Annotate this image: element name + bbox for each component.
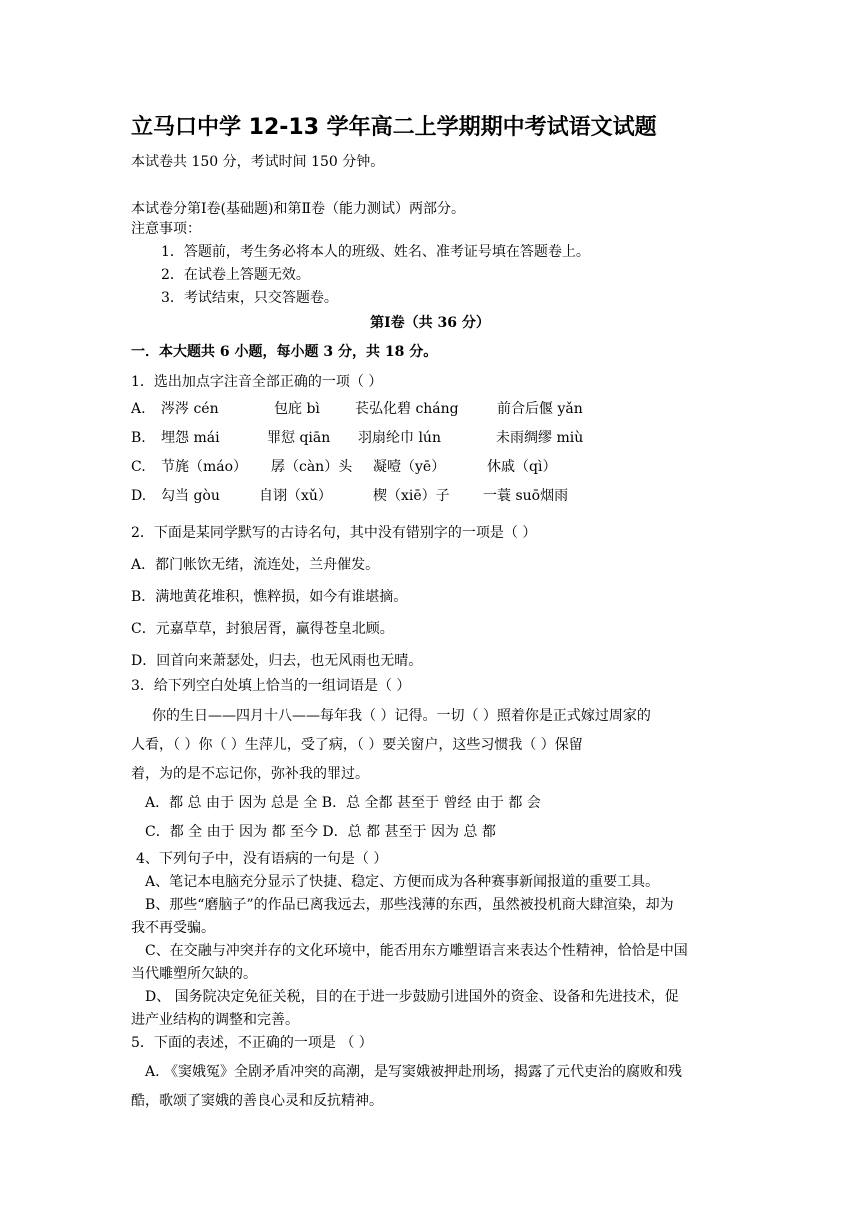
question-4-option-c: C、在交融与冲突并存的文化环境中，能否用东方雕塑语言来表达个性精神，恰恰是中国 bbox=[145, 943, 688, 959]
question-5-option-a: A. 《窦娥冤》全剧矛盾冲突的高潮，是写窦娥被押赴刑场，揭露了元代吏治的腐败和残 bbox=[145, 1064, 683, 1080]
section-heading: 一．本大题共 6 小题，每小题 3 分，共 18 分。 bbox=[131, 344, 438, 360]
option-item: 自诩（xǔ） bbox=[259, 488, 332, 504]
option-item: 埋怨 mái bbox=[161, 430, 220, 446]
question-5-stem: 5．下面的表述，不正确的一项是 （ ） bbox=[131, 1035, 373, 1051]
question-2-option: D．回首向来萧瑟处，归去，也无风雨也无晴。 bbox=[131, 653, 423, 669]
question-4-option-b: B、那些“磨脑子”的作品已离我远去，那些浅薄的东西，虽然被投机商大肆渲染，却为 bbox=[145, 897, 674, 913]
question-4-option-c-cont: 当代雕塑所欠缺的。 bbox=[131, 966, 257, 982]
option-item: 休戚（qì） bbox=[487, 459, 557, 475]
option-item: 孱（càn）头 bbox=[271, 459, 353, 475]
option-item: 楔（xiē）子 bbox=[373, 488, 450, 504]
question-1-stem: 1．选出加点字注音全部正确的一项（ ） bbox=[131, 374, 383, 390]
question-3-stem: 3．给下列空白处填上恰当的一组词语是（ ） bbox=[131, 678, 411, 694]
option-item: 前合后偃 yǎn bbox=[497, 401, 583, 417]
question-2-stem: 2．下面是某同学默写的古诗名句，其中没有错别字的一项是（ ） bbox=[131, 525, 537, 541]
notice-item: 3．考试结束，只交答题卷。 bbox=[161, 290, 338, 306]
question-3-options: C．都 全 由于 因为 都 至今 D．总 都 甚至于 因为 总 都 bbox=[145, 824, 496, 840]
option-item: 节旄（máo） bbox=[161, 459, 248, 475]
option-label: B. bbox=[131, 430, 146, 446]
option-label: D. bbox=[131, 488, 147, 504]
notice-item: 1．答题前，考生务必将本人的班级、姓名、准考证号填在答题卷上。 bbox=[161, 244, 590, 260]
notice-item: 2．在试卷上答题无效。 bbox=[161, 267, 310, 283]
option-item: 包庇 bì bbox=[274, 401, 320, 417]
question-4-option-b-cont: 我不再受骗。 bbox=[131, 920, 215, 936]
question-4-option-d-cont: 进产业结构的调整和完善。 bbox=[131, 1012, 299, 1028]
notice-heading: 注意事项： bbox=[131, 221, 201, 237]
total-score-line: 本试卷共 150 分，考试时间 150 分钟。 bbox=[131, 154, 385, 170]
option-label: A. bbox=[131, 401, 146, 417]
option-item: 羽扇纶巾 lún bbox=[358, 430, 441, 446]
question-2-option: A．都门帐饮无绪，流连处，兰舟催发。 bbox=[131, 557, 380, 573]
question-4-stem: 4、下列句子中，没有语病的一句是（ ） bbox=[136, 851, 388, 867]
question-3-passage: 着，为的是不忘记你，弥补我的罪过。 bbox=[131, 766, 369, 782]
question-3-passage: 人看，（ ）你（ ）生萍儿，受了病，（ ）要关窗户，这些习惯我（ ）保留 bbox=[131, 737, 583, 753]
question-3-options: A．都 总 由于 因为 总是 全 B．总 全都 甚至于 曾经 由于 都 会 bbox=[145, 795, 541, 811]
question-2-option: C．元嘉草草，封狼居胥，赢得苍皇北顾。 bbox=[131, 621, 394, 637]
question-4-option-a: A、笔记本电脑充分显示了快捷、稳定、方便而成为各种赛事新闻报道的重要工具。 bbox=[145, 874, 660, 890]
parts-line: 本试卷分第Ⅰ卷(基础题)和第Ⅱ卷（能力测试）两部分。 bbox=[131, 201, 465, 217]
option-item: 凝噎（yē） bbox=[373, 459, 446, 475]
option-item: 勾当 gòu bbox=[161, 488, 220, 504]
question-4-option-d: D、 国务院决定免征关税，目的在于进一步鼓励引进国外的资金、设备和先进技术，促 bbox=[145, 989, 679, 1005]
question-5-option-a-cont: 酷，歌颂了窦娥的善良心灵和反抗精神。 bbox=[131, 1093, 383, 1109]
option-item: 罪愆 qiān bbox=[267, 430, 331, 446]
option-item: 涔涔 cén bbox=[161, 401, 219, 417]
volume-heading: 第Ⅰ卷（共 36 分） bbox=[370, 315, 490, 331]
document-title: 立马口中学 12-13 学年高二上学期期中考试语文试题 bbox=[131, 115, 657, 140]
option-item: 一蓑 suō烟雨 bbox=[483, 488, 569, 504]
option-label: C. bbox=[131, 459, 146, 475]
question-3-passage: 你的生日——四月十八——每年我（ ）记得。一切（ ）照着你是正式嫁过周家的 bbox=[152, 708, 651, 724]
option-item: 苌弘化碧 cháng bbox=[355, 401, 459, 417]
option-item: 未雨绸缪 miù bbox=[496, 430, 584, 446]
question-2-option: B．满地黄花堆积，憔粹损，如今有谁堪摘。 bbox=[131, 589, 408, 605]
